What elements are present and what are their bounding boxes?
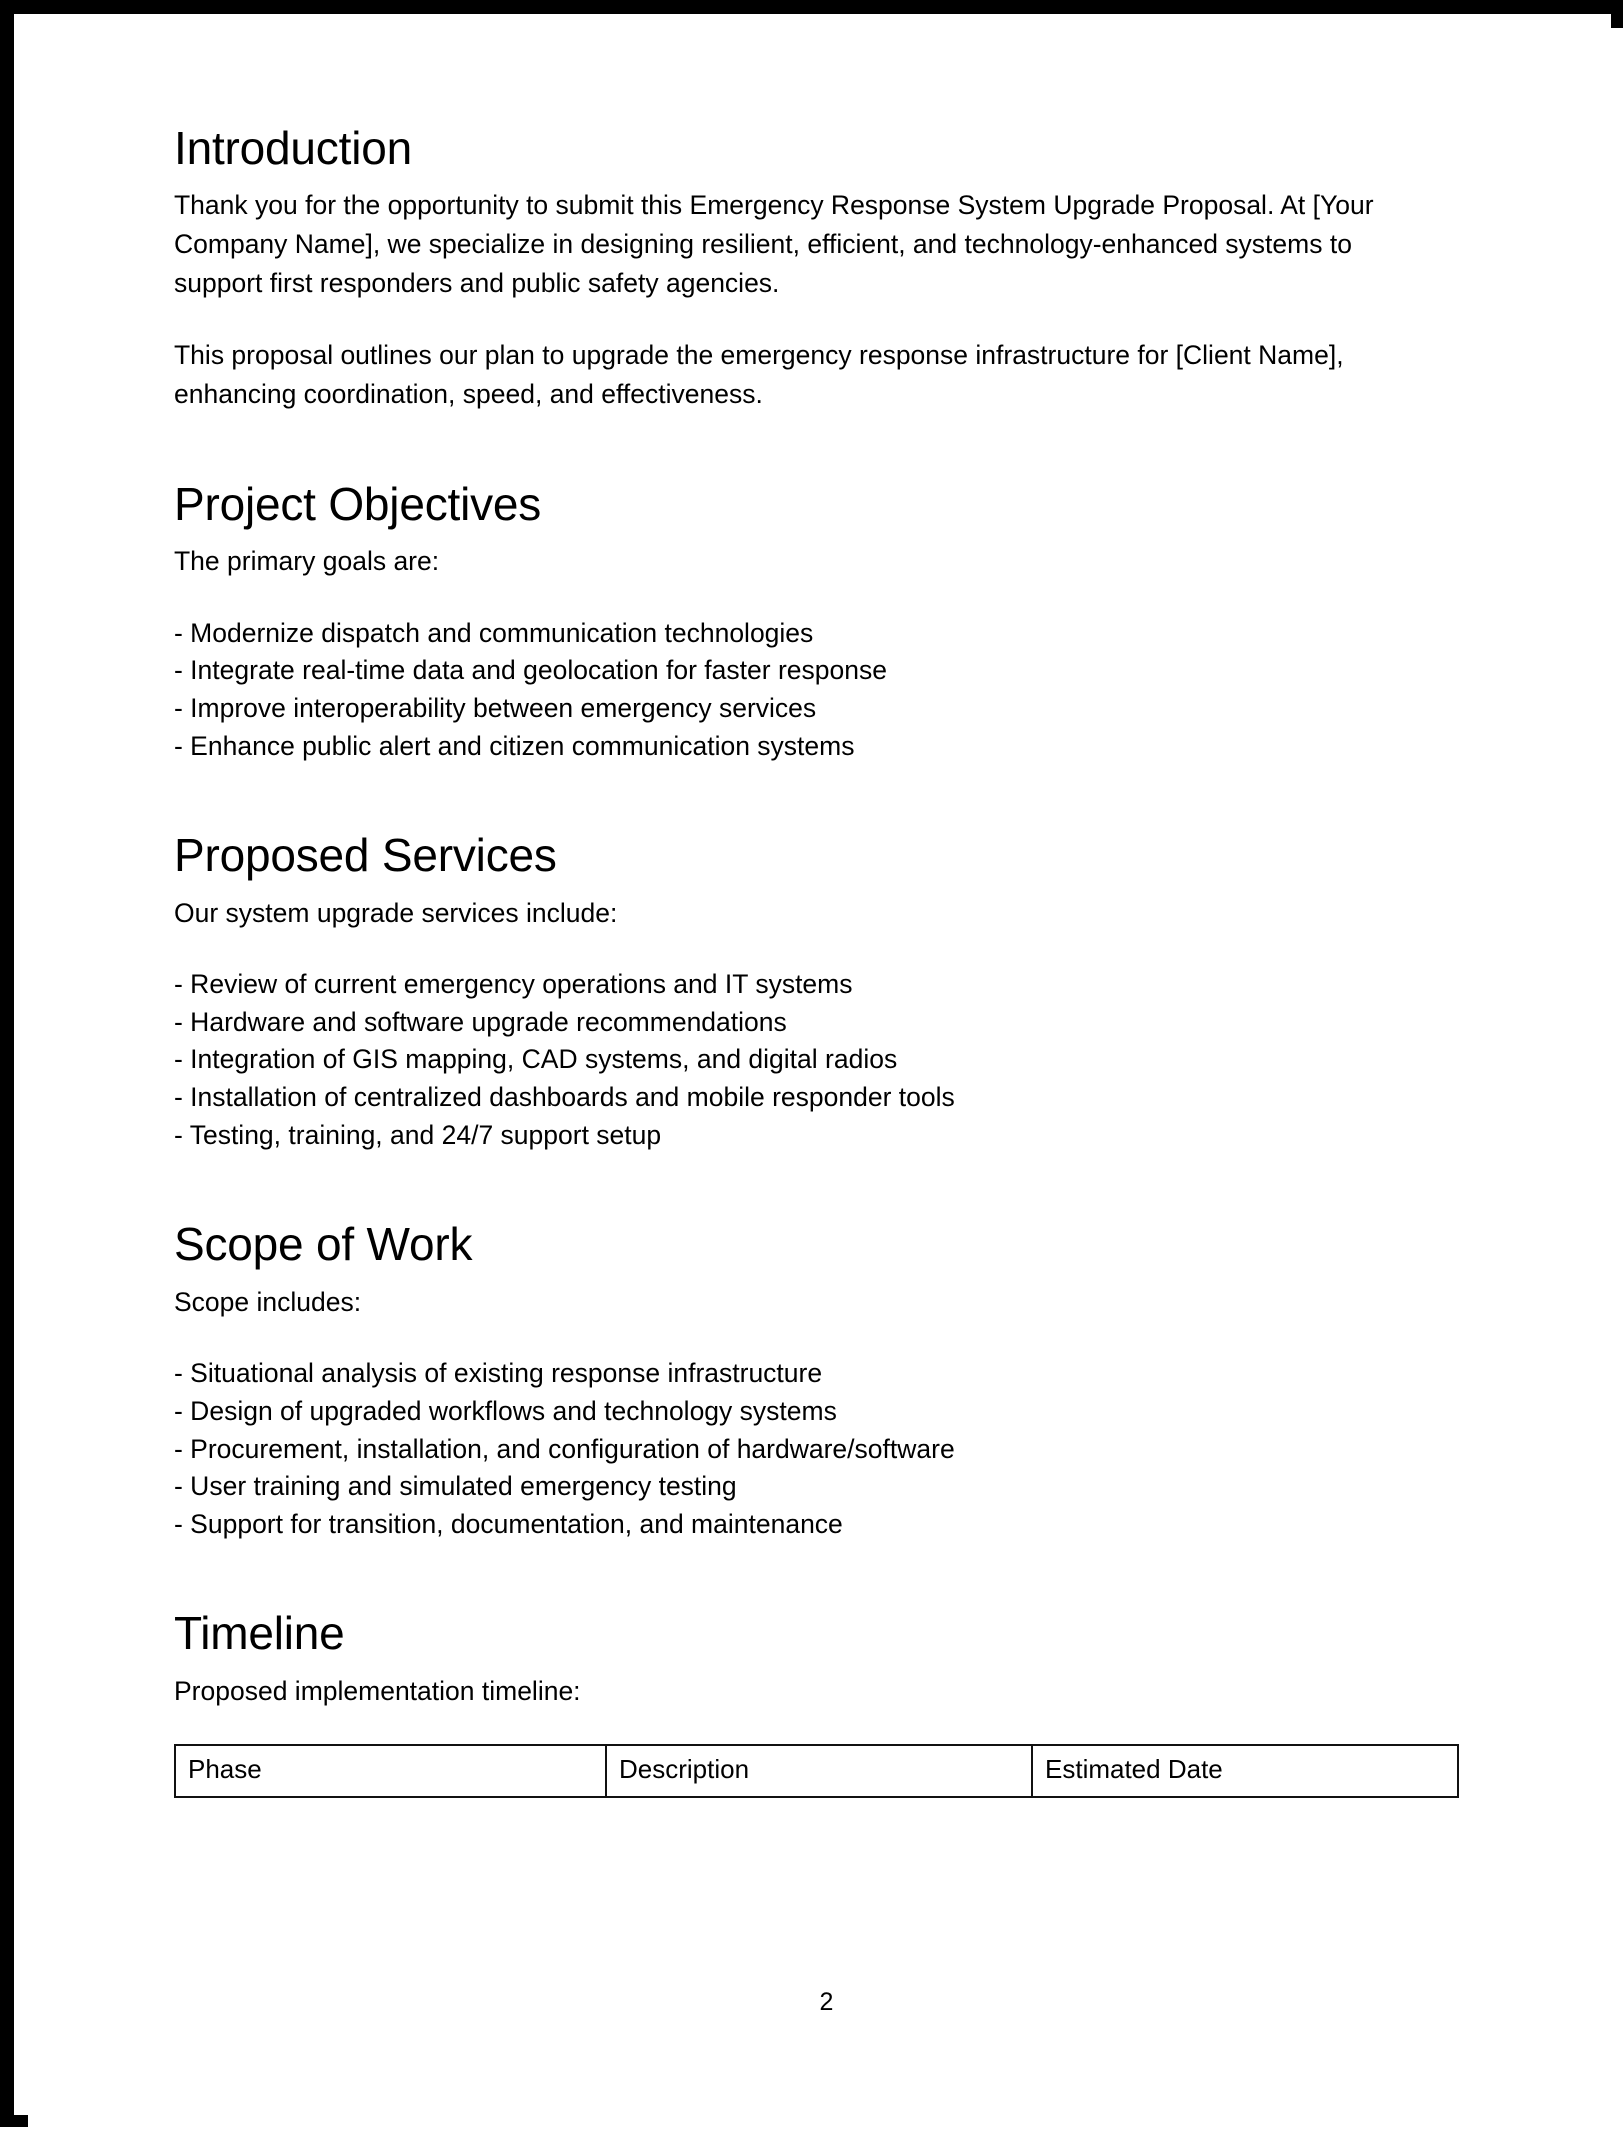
proposed-services-list [174,966,1464,1154]
proposed-services-lead: Our system upgrade services include: [174,897,618,928]
list-item: - Support for transition, documentation, and maintenance [174,1508,843,1539]
list-item: - Review of current emergency operations and IT systems [174,969,853,1000]
section-project-objectives [174,477,1464,765]
project-objectives-list [174,615,1464,766]
heading-timeline: Timeline [174,1607,345,1660]
section-proposed-services [174,831,1464,1154]
list-item: - Enhance public alert and citizen communication systems [174,730,855,761]
list-item: - Hardware and software upgrade recommendations [174,1006,787,1037]
section-timeline [174,1609,1464,1798]
list-item: - Integration of GIS mapping, CAD systems, and digital radios [174,1044,898,1075]
timeline-lead: Proposed implementation timeline: [174,1675,581,1706]
column-header-description: Description [606,1745,1032,1797]
list-item: - Design of upgraded workflows and technology systems [174,1395,837,1426]
timeline-table [174,1744,1459,1798]
intro-paragraph-2: This proposal outlines our plan to upgrade the emergency response infrastructure for [Client Name], enhancing coordination, speed, and effectiveness. [174,340,1344,410]
project-objectives-lead: The primary goals are: [174,546,440,577]
document-page [28,28,1623,2129]
list-item: - User training and simulated emergency testing [174,1471,737,1502]
heading-introduction: Introduction [174,122,412,174]
list-item: - Integrate real-time data and geolocation for faster response [174,655,887,686]
timeline-table-header [175,1745,1458,1797]
list-item: - Modernize dispatch and communication technologies [174,617,814,648]
list-item: - Situational analysis of existing response infrastructure [174,1358,823,1389]
list-item: - Procurement, installation, and configuration of hardware/software [174,1433,955,1464]
page-number: 2 [819,1988,834,2016]
intro-paragraph-1: Thank you for the opportunity to submit this Emergency Response System Upgrade Proposal. At [Your Company Name], we specialize in designing resilient, efficient, and technology-enhanced systems to support first responders and public safety agencies. [174,190,1374,298]
column-header-phase: Phase [175,1745,606,1797]
page-content [174,124,1464,1798]
list-item: - Testing, training, and 24/7 support setup [174,1119,662,1150]
table-row [175,1745,1458,1797]
column-header-estimated-date: Estimated Date [1032,1745,1458,1797]
heading-proposed-services: Proposed Services [174,829,557,882]
section-introduction [174,124,1464,414]
heading-project-objectives: Project Objectives [174,477,542,530]
list-item: - Installation of centralized dashboards and mobile responder tools [174,1082,955,1113]
scope-of-work-lead: Scope includes: [174,1286,362,1317]
heading-scope-of-work: Scope of Work [174,1218,473,1271]
section-scope-of-work [174,1220,1464,1543]
scope-of-work-list [174,1355,1464,1543]
list-item: - Improve interoperability between emergency services [174,692,817,723]
